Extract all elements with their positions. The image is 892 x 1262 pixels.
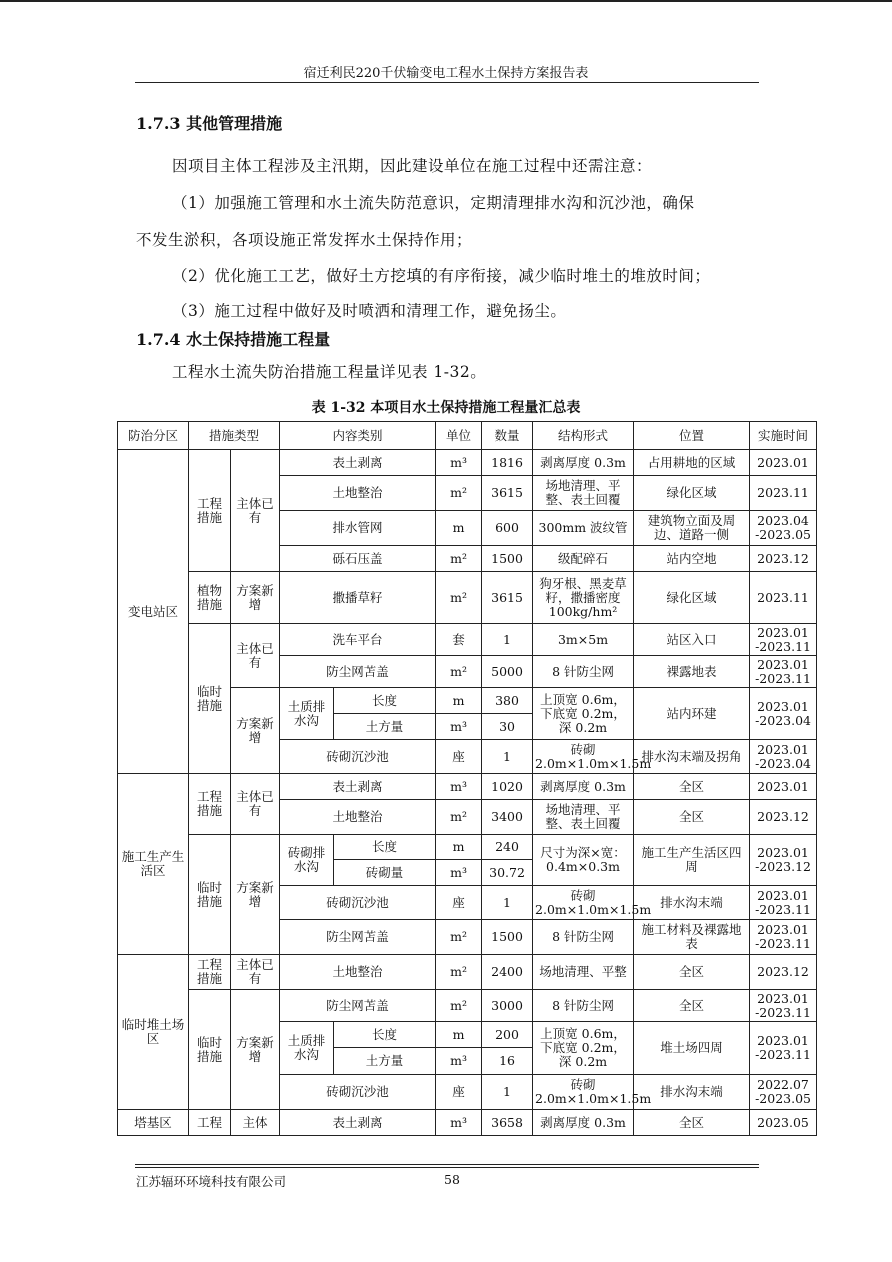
content-cell: 洗车平台 bbox=[280, 624, 436, 656]
quantity-cell: 16 bbox=[482, 1048, 533, 1075]
time-cell: 2023.01 -2023.11 bbox=[750, 886, 817, 920]
structure-cell: 8 针防尘网 bbox=[533, 656, 634, 688]
quantity-cell: 600 bbox=[482, 511, 533, 546]
unit-cell: 座 bbox=[436, 1075, 482, 1110]
unit-cell: m³ bbox=[436, 774, 482, 800]
unit-cell: m² bbox=[436, 656, 482, 688]
sub-content-cell: 砖砌量 bbox=[334, 860, 436, 886]
content-cell: 防尘网苫盖 bbox=[280, 656, 436, 688]
table-row bbox=[118, 624, 817, 656]
paragraph-item1-line1: （1）加强施工管理和水土流失防范意识，定期清理排水沟和沉沙池，确保 bbox=[172, 194, 695, 212]
content-cell: 砖砌沉沙池 bbox=[280, 886, 436, 920]
time-cell: 2023.11 bbox=[750, 476, 817, 511]
header-cell: 实施时间 bbox=[750, 422, 817, 450]
source-cell: 方案新增 bbox=[231, 572, 280, 624]
content-cell: 土地整治 bbox=[280, 476, 436, 511]
structure-cell: 3m×5m bbox=[533, 624, 634, 656]
source-cell: 主体已有 bbox=[231, 450, 280, 572]
measure-type-cell bbox=[189, 1110, 231, 1136]
quantity-cell: 200 bbox=[482, 1022, 533, 1048]
location-cell: 全区 bbox=[634, 955, 750, 990]
table-caption: 表 1-32 本项目水土保持措施工程量汇总表 bbox=[311, 400, 581, 416]
sub-content-cell: 长度 bbox=[334, 835, 436, 860]
unit-cell: m bbox=[436, 1022, 482, 1048]
time-cell: 2023.01 -2023.11 bbox=[750, 990, 817, 1022]
time-cell: 2023.11 bbox=[750, 572, 817, 624]
unit-cell: m bbox=[436, 835, 482, 860]
structure-cell: 砖砌 2.0m×1.0m×1.5m bbox=[533, 1075, 634, 1110]
unit-cell: m bbox=[436, 511, 482, 546]
quantity-cell: 3615 bbox=[482, 572, 533, 624]
location-cell: 全区 bbox=[634, 990, 750, 1022]
structure-cell: 砖砌 2.0m×1.0m×1.5m bbox=[533, 886, 634, 920]
content-cell: 砖砌沉沙池 bbox=[280, 740, 436, 774]
quantity-cell: 30.72 bbox=[482, 860, 533, 886]
quantity-cell: 3658 bbox=[482, 1110, 533, 1136]
structure-cell: 场地清理、平整、表土回覆 bbox=[533, 476, 634, 511]
table-row bbox=[118, 572, 817, 624]
header-cell: 措施类型 bbox=[189, 422, 280, 450]
structure-cell: 尺寸为深×宽：0.4m×0.3m bbox=[533, 835, 634, 886]
source-cell: 方案新增 bbox=[231, 990, 280, 1110]
location-cell: 排水沟末端及拐角 bbox=[634, 740, 750, 774]
content-cell: 防尘网苫盖 bbox=[280, 990, 436, 1022]
location-cell: 裸露地表 bbox=[634, 656, 750, 688]
measure-type-cell: 临时措施 bbox=[189, 990, 231, 1110]
quantity-cell: 1 bbox=[482, 886, 533, 920]
table-row bbox=[118, 774, 817, 800]
content-cell: 表土剥离 bbox=[280, 450, 436, 476]
quantity-cell: 30 bbox=[482, 714, 533, 740]
zone-cell: 临时堆土场区 bbox=[118, 955, 189, 1110]
content-cell: 土地整治 bbox=[280, 955, 436, 990]
structure-cell: 狗牙根、黑麦草籽，撒播密度 100kg/hm² bbox=[533, 572, 634, 624]
time-cell: 2023.05 bbox=[750, 1110, 817, 1136]
quantity-cell: 240 bbox=[482, 835, 533, 860]
time-cell: 2023.01 bbox=[750, 450, 817, 476]
quantity-cell: 3000 bbox=[482, 990, 533, 1022]
location-cell: 排水沟末端 bbox=[634, 886, 750, 920]
content-cell: 土地整治 bbox=[280, 800, 436, 835]
content-cell: 砖砌排水沟 bbox=[280, 835, 334, 886]
time-cell: 2022.07 -2023.05 bbox=[750, 1075, 817, 1110]
unit-cell: m³ bbox=[436, 450, 482, 476]
content-cell: 土质排水沟 bbox=[280, 688, 334, 740]
unit-cell: m² bbox=[436, 572, 482, 624]
measure-type-cell: 临时措施 bbox=[189, 835, 231, 955]
content-cell: 防尘网苫盖 bbox=[280, 920, 436, 955]
measure-type-cell: 临时措施 bbox=[189, 624, 231, 774]
table-row bbox=[118, 450, 817, 476]
time-cell: 2023.01 -2023.11 bbox=[750, 624, 817, 656]
paragraph-item1-line2: 不发生淤积，各项设施正常发挥水土保持作用； bbox=[136, 231, 473, 249]
paragraph-table-ref: 工程水土流失防治措施工程量详见表 1-32。 bbox=[172, 363, 487, 381]
structure-cell: 级配碎石 bbox=[533, 546, 634, 572]
structure-cell: 300mm 波纹管 bbox=[533, 511, 634, 546]
header-cell: 防治分区 bbox=[118, 422, 189, 450]
quantity-cell: 1500 bbox=[482, 546, 533, 572]
quantity-cell: 1 bbox=[482, 740, 533, 774]
structure-cell: 8 针防尘网 bbox=[533, 990, 634, 1022]
time-cell: 2023.01 -2023.11 bbox=[750, 1022, 817, 1075]
time-cell: 2023.04 -2023.05 bbox=[750, 511, 817, 546]
structure-cell: 场地清理、平整、表土回覆 bbox=[533, 800, 634, 835]
time-cell: 2023.01 -2023.11 bbox=[750, 920, 817, 955]
location-cell: 排水沟末端 bbox=[634, 1075, 750, 1110]
content-cell: 撒播草籽 bbox=[280, 572, 436, 624]
location-cell: 绿化区域 bbox=[634, 572, 750, 624]
location-cell: 全区 bbox=[634, 774, 750, 800]
quantity-cell: 1 bbox=[482, 624, 533, 656]
structure-cell: 剥离厚度 0.3m bbox=[533, 450, 634, 476]
source-cell: 主体已有 bbox=[231, 624, 280, 688]
table-row bbox=[118, 990, 817, 1022]
footer-rule-top bbox=[135, 1164, 759, 1165]
quantity-cell: 1816 bbox=[482, 450, 533, 476]
time-cell: 2023.01 -2023.12 bbox=[750, 835, 817, 886]
time-cell: 2023.01 bbox=[750, 774, 817, 800]
header-cell: 结构形式 bbox=[533, 422, 634, 450]
table-row bbox=[118, 955, 817, 990]
location-cell: 施工材料及裸露地表 bbox=[634, 920, 750, 955]
zone-cell: 塔基区 bbox=[118, 1110, 189, 1136]
unit-cell: m² bbox=[436, 955, 482, 990]
section-heading-173: 1.7.3 其他管理措施 bbox=[136, 114, 283, 133]
location-cell: 全区 bbox=[634, 1110, 750, 1136]
paragraph-item3: （3）施工过程中做好及时喷洒和清理工作，避免扬尘。 bbox=[172, 302, 567, 320]
sub-content-cell: 土方量 bbox=[334, 714, 436, 740]
measure-type-cell: 工程措施 bbox=[189, 774, 231, 835]
location-cell: 堆土场四周 bbox=[634, 1022, 750, 1075]
sub-content-cell: 土方量 bbox=[334, 1048, 436, 1075]
unit-cell: m³ bbox=[436, 860, 482, 886]
quantity-cell: 1 bbox=[482, 1075, 533, 1110]
structure-cell: 场地清理、平整 bbox=[533, 955, 634, 990]
location-cell: 站区入口 bbox=[634, 624, 750, 656]
structure-cell: 剥离厚度 0.3m bbox=[533, 1110, 634, 1136]
source-cell: 方案新增 bbox=[231, 688, 280, 774]
unit-cell: 座 bbox=[436, 740, 482, 774]
paragraph-intro: 因项目主体工程涉及主汛期，因此建设单位在施工过程中还需注意： bbox=[172, 157, 653, 175]
measure-type-cell: 工程措施 bbox=[189, 450, 231, 572]
structure-cell: 8 针防尘网 bbox=[533, 920, 634, 955]
content-cell: 土质排水沟 bbox=[280, 1022, 334, 1075]
time-cell: 2023.12 bbox=[750, 546, 817, 572]
zone-cell: 施工生产生活区 bbox=[118, 774, 189, 955]
unit-cell: 套 bbox=[436, 624, 482, 656]
quantity-cell: 3615 bbox=[482, 476, 533, 511]
structure-cell: 上顶宽 0.6m，下底宽 0.2m，深 0.2m bbox=[533, 1022, 634, 1075]
page-top-border bbox=[0, 0, 892, 2]
section-heading-174: 1.7.4 水土保持措施工程量 bbox=[136, 330, 331, 349]
zone-cell: 变电站区 bbox=[118, 450, 189, 774]
footer-company: 江苏辐环环境科技有限公司 bbox=[136, 1174, 287, 1189]
content-cell: 排水管网 bbox=[280, 511, 436, 546]
unit-cell: m² bbox=[436, 546, 482, 572]
measures-summary-table bbox=[117, 421, 817, 1136]
location-cell: 全区 bbox=[634, 800, 750, 835]
source-cell: 主体已有 bbox=[231, 955, 280, 990]
measure-type-short: 工程 bbox=[196, 1114, 222, 1130]
unit-cell: m³ bbox=[436, 1048, 482, 1075]
quantity-cell: 5000 bbox=[482, 656, 533, 688]
content-cell: 砖砌沉沙池 bbox=[280, 1075, 436, 1110]
quantity-cell: 3400 bbox=[482, 800, 533, 835]
page-number: 58 bbox=[444, 1172, 460, 1187]
time-cell: 2023.01 -2023.04 bbox=[750, 688, 817, 740]
sub-content-cell: 长度 bbox=[334, 688, 436, 714]
time-cell: 2023.12 bbox=[750, 800, 817, 835]
unit-cell: m² bbox=[436, 990, 482, 1022]
unit-cell: m² bbox=[436, 476, 482, 511]
location-cell: 占用耕地的区域 bbox=[634, 450, 750, 476]
quantity-cell: 1020 bbox=[482, 774, 533, 800]
location-cell: 建筑物立面及周边、道路一侧 bbox=[634, 511, 750, 546]
unit-cell: m³ bbox=[436, 714, 482, 740]
header-cell: 内容类别 bbox=[280, 422, 436, 450]
quantity-cell: 1500 bbox=[482, 920, 533, 955]
content-cell: 表土剥离 bbox=[280, 774, 436, 800]
time-cell: 2023.01 -2023.04 bbox=[750, 740, 817, 774]
measure-type-cell: 工程措施 bbox=[189, 955, 231, 990]
source-cell: 方案新增 bbox=[231, 835, 280, 955]
location-cell: 施工生产生活区四周 bbox=[634, 835, 750, 886]
table-row bbox=[118, 835, 817, 860]
unit-cell: 座 bbox=[436, 886, 482, 920]
unit-cell: m bbox=[436, 688, 482, 714]
source-cell: 主体已有 bbox=[231, 774, 280, 835]
unit-cell: m² bbox=[436, 800, 482, 835]
location-cell: 站内空地 bbox=[634, 546, 750, 572]
page-header-title: 宿迁利民220千伏输变电工程水土保持方案报告表 bbox=[303, 66, 589, 81]
paragraph-item2: （2）优化施工工艺，做好土方挖填的有序衔接，减少临时堆土的堆放时间； bbox=[172, 267, 711, 285]
header-cell: 位置 bbox=[634, 422, 750, 450]
content-cell: 砾石压盖 bbox=[280, 546, 436, 572]
sub-content-cell: 长度 bbox=[334, 1022, 436, 1048]
structure-cell: 上顶宽 0.6m，下底宽 0.2m，深 0.2m bbox=[533, 688, 634, 740]
header-cell: 单位 bbox=[436, 422, 482, 450]
time-cell: 2023.01 -2023.11 bbox=[750, 656, 817, 688]
header-rule bbox=[135, 82, 759, 83]
location-cell: 站内环建 bbox=[634, 688, 750, 740]
table-header-row bbox=[118, 422, 817, 450]
header-cell: 数量 bbox=[482, 422, 533, 450]
content-cell: 表土剥离 bbox=[280, 1110, 436, 1136]
footer-rule-bottom bbox=[135, 1167, 759, 1168]
source-cell: 主体 bbox=[231, 1110, 280, 1136]
measure-type-cell: 植物措施 bbox=[189, 572, 231, 624]
time-cell: 2023.12 bbox=[750, 955, 817, 990]
location-cell: 绿化区域 bbox=[634, 476, 750, 511]
structure-cell: 砖砌 2.0m×1.0m×1.5m bbox=[533, 740, 634, 774]
quantity-cell: 2400 bbox=[482, 955, 533, 990]
unit-cell: m³ bbox=[436, 1110, 482, 1136]
table-row bbox=[118, 1110, 817, 1136]
unit-cell: m² bbox=[436, 920, 482, 955]
structure-cell: 剥离厚度 0.3m bbox=[533, 774, 634, 800]
quantity-cell: 380 bbox=[482, 688, 533, 714]
